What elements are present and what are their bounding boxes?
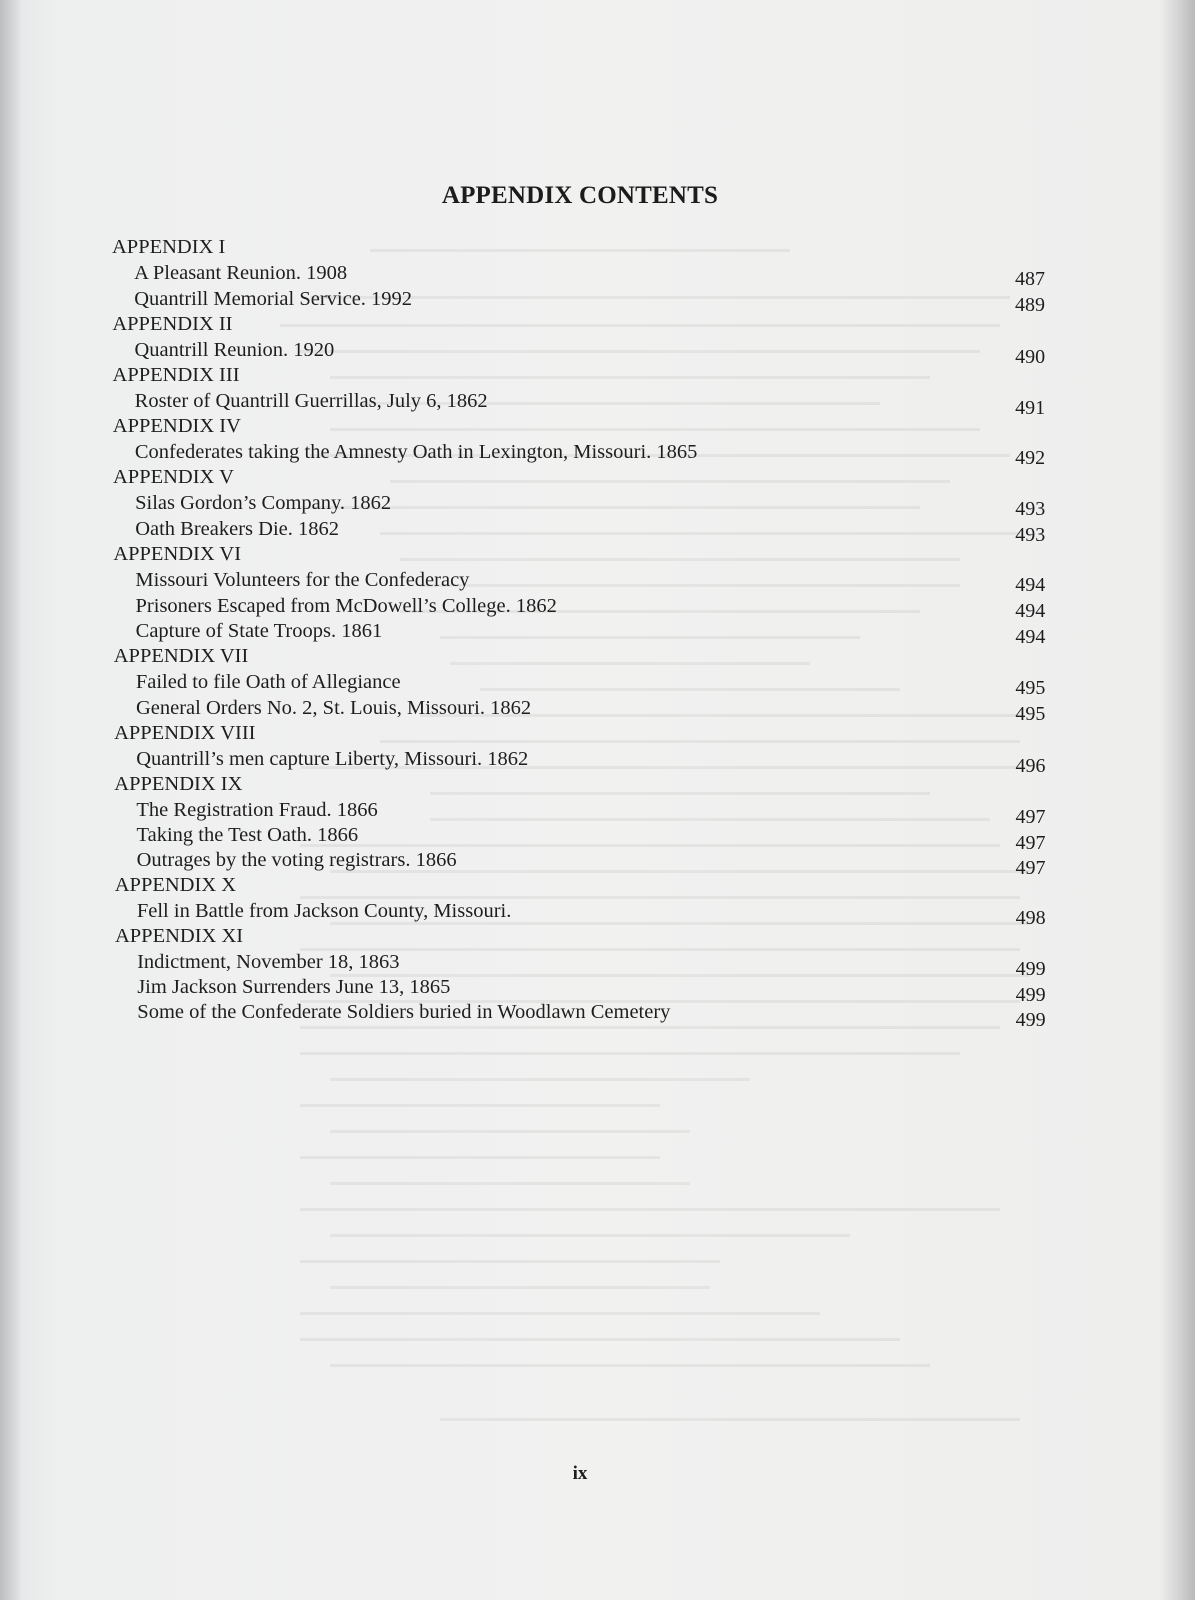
appendix-entry-title: Failed to file Oath of Allegiance: [135, 671, 401, 693]
appendix-entry-page: 492: [1015, 447, 1046, 469]
appendix-heading: APPENDIX VII: [113, 645, 249, 667]
appendix-heading: APPENDIX VI: [113, 543, 242, 565]
appendix-entry-title: Quantrill’s men capture Liberty, Missouri. 1862: [136, 748, 529, 770]
appendix-entry-title: A Pleasant Reunion. 1908: [134, 262, 348, 284]
appendix-entry-page: 490: [1015, 346, 1046, 368]
appendix-entry-page: 489: [1015, 294, 1046, 316]
appendix-entry-title: The Registration Fraud. 1866: [136, 799, 378, 821]
appendix-heading: APPENDIX IV: [112, 415, 241, 437]
appendix-entry-page: 499: [1015, 1009, 1046, 1031]
appendix-entry-title: Oath Breakers Die. 1862: [135, 518, 340, 540]
appendix-entry-title: Roster of Quantrill Guerrillas, July 6, 1862: [134, 390, 488, 412]
appendix-entry-page: 497: [1015, 806, 1046, 828]
appendix-entry-title: Fell in Battle from Jackson County, Missouri.: [136, 900, 512, 922]
appendix-heading: APPENDIX I: [112, 236, 226, 258]
appendix-entry-title: Taking the Test Oath. 1866: [136, 824, 359, 846]
appendix-entry-page: 493: [1015, 498, 1046, 520]
appendix-entry-page: 498: [1015, 907, 1046, 929]
appendix-heading: APPENDIX V: [112, 466, 234, 488]
appendix-entry-title: Outrages by the voting registrars. 1866: [136, 849, 457, 871]
appendix-entry-page: 497: [1015, 857, 1046, 879]
appendix-heading: APPENDIX X: [114, 874, 237, 896]
appendix-heading: APPENDIX II: [112, 313, 233, 335]
appendix-heading: APPENDIX IX: [114, 773, 243, 795]
appendix-heading: APPENDIX VIII: [114, 722, 256, 744]
appendix-entry-title: General Orders No. 2, St. Louis, Missouri. 1862: [135, 697, 532, 719]
appendix-entry-page: 499: [1015, 958, 1046, 980]
appendix-entry-title: Silas Gordon’s Company. 1862: [135, 492, 392, 514]
appendix-entry-title: Missouri Volunteers for the Confederacy: [135, 569, 470, 591]
appendix-heading: APPENDIX XI: [114, 925, 244, 947]
appendix-entry-title: Capture of State Troops. 1861: [135, 620, 383, 642]
appendix-entry-page: 493: [1015, 524, 1046, 546]
appendix-entry-page: 491: [1015, 397, 1046, 419]
appendix-entry-title: Some of the Confederate Soldiers buried in Woodlawn Cemetery: [137, 1001, 671, 1023]
appendix-entry-page: 496: [1015, 755, 1046, 777]
appendix-entry-page: 494: [1015, 626, 1046, 648]
appendix-entry-page: 494: [1015, 574, 1046, 596]
appendix-entry-page: 487: [1015, 268, 1046, 290]
appendix-entry-page: 497: [1015, 832, 1046, 854]
appendix-entry-title: Confederates taking the Amnesty Oath in Lexington, Missouri. 1865: [134, 441, 698, 463]
appendix-entry-title: Quantrill Memorial Service. 1992: [134, 288, 413, 310]
appendix-entry-title: Prisoners Escaped from McDowell’s College. 1862: [135, 595, 557, 617]
appendix-entry-title: Quantrill Reunion. 1920: [134, 339, 335, 361]
appendix-entry-page: 495: [1015, 677, 1046, 699]
page-title: APPENDIX CONTENTS: [441, 182, 719, 209]
page-number: ix: [572, 1463, 588, 1484]
appendix-entry-page: 494: [1015, 600, 1046, 622]
appendix-heading: APPENDIX III: [112, 364, 240, 386]
appendix-entry-page: 499: [1015, 984, 1046, 1006]
appendix-entry-title: Indictment, November 18, 1863: [137, 951, 400, 973]
appendix-entry-title: Jim Jackson Surrenders June 13, 1865: [137, 976, 451, 998]
appendix-entry-page: 495: [1015, 703, 1046, 725]
